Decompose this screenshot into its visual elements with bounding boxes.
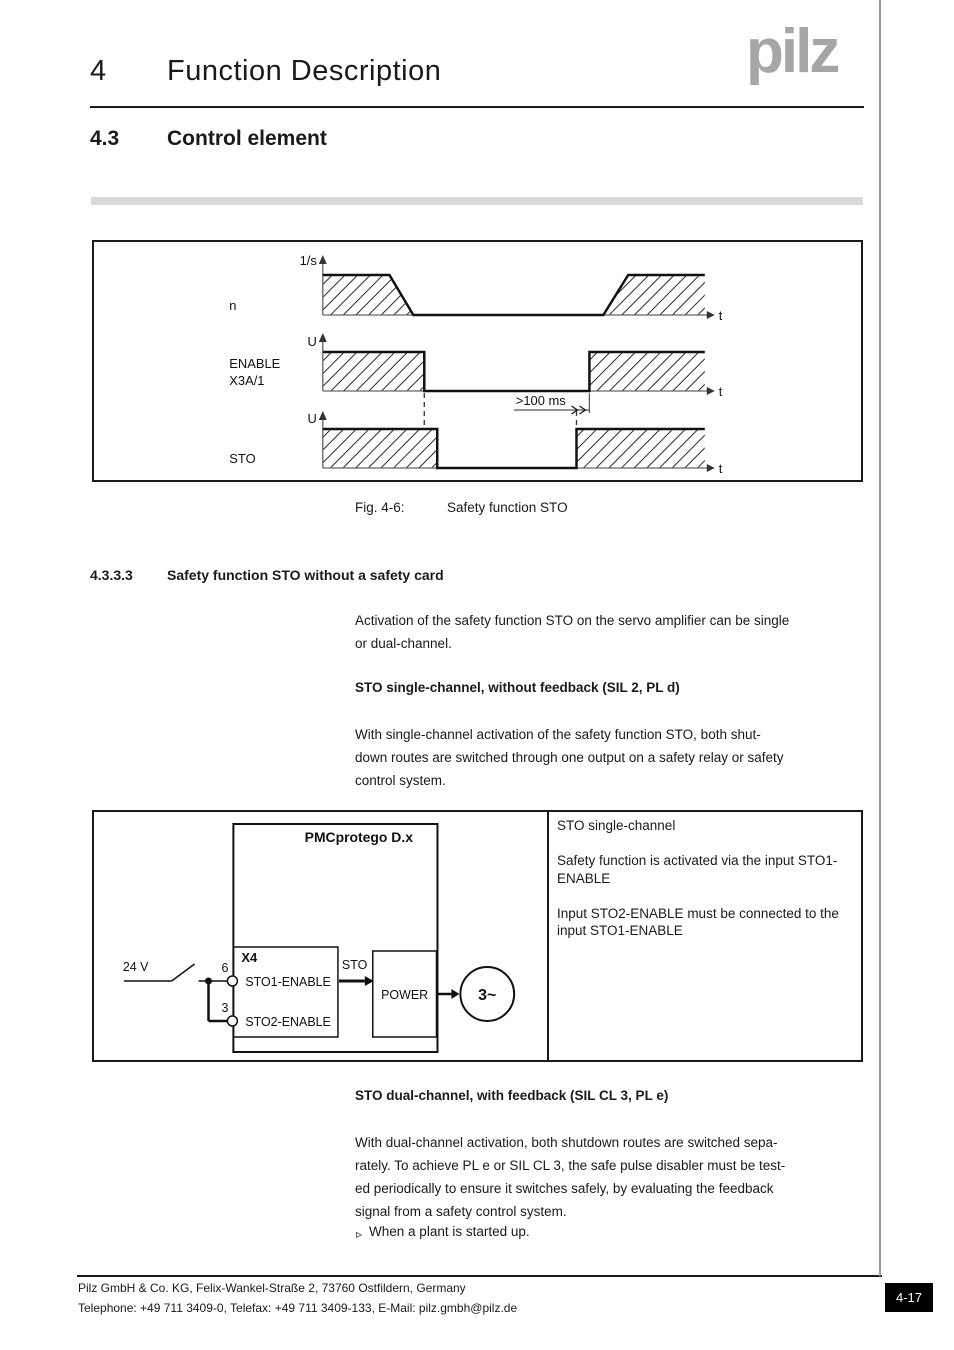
text-line: down routes are switched through one output on a safety relay or safety: [355, 750, 784, 765]
text-line: input STO1-ENABLE: [557, 923, 683, 938]
text-line: [557, 835, 853, 853]
hatch-area: [576, 429, 704, 468]
input2-label: STO2-ENABLE: [245, 1014, 331, 1030]
hatch-area: [323, 275, 414, 315]
supply-label: 24 V: [122, 959, 149, 975]
device-label: PMCprotego D.x: [304, 828, 413, 846]
row2-label-line2: X3A/1: [229, 372, 265, 389]
bullet-text: When a plant is started up.: [369, 1224, 530, 1239]
section-number: 4.3: [90, 127, 120, 150]
pin-number-top: 6: [221, 960, 229, 976]
y-axis-arrow-icon: [319, 333, 327, 342]
text-line: With single-channel activation of the safety function STO, both shut-: [355, 727, 761, 742]
waveform-sto: [229, 411, 722, 476]
power-label: POWER: [381, 987, 429, 1003]
footer-rule: [77, 1275, 882, 1277]
sto-single-channel-table: [92, 810, 863, 1062]
t-label: t: [718, 307, 723, 324]
subsection-title: Safety function STO without a safety card: [167, 567, 444, 583]
axis-unit-speed: 1/s: [299, 252, 317, 269]
text-line: Activation of the safety function STO on the servo amplifier can be single: [355, 613, 790, 628]
text-line: [557, 887, 853, 905]
figure-caption-text: Safety function STO: [447, 500, 568, 515]
figure-caption-label: Fig. 4-6:: [355, 500, 405, 515]
hatch-area: [603, 275, 704, 315]
paragraph-dual-channel: [355, 1131, 867, 1223]
delay-annotation: >100 ms: [515, 392, 566, 409]
text-line: Input STO2-ENABLE must be connected to the: [557, 905, 839, 921]
row3-label: STO: [229, 450, 256, 467]
page-number-badge: 4-17: [885, 1283, 933, 1312]
subhead-single-channel: STO single-channel, without feedback (SIL 2, PL d): [355, 680, 680, 695]
signal-label: STO: [341, 957, 368, 973]
section-divider-bar: [91, 197, 863, 205]
bullet-item: [356, 1224, 530, 1244]
timing-diagram-figure: [92, 240, 863, 482]
timing-diagram-svg: [94, 242, 861, 480]
bullet-triangle-icon: ▹: [356, 1227, 363, 1241]
text-line: rately. To achieve PL e or SIL CL 3, the safe pulse disabler must be test-: [355, 1158, 786, 1173]
text-line: With dual-channel activation, both shutdown routes are switched sepa-: [355, 1135, 778, 1150]
paragraph-activation: [355, 609, 867, 655]
terminal-sto2: [227, 1016, 237, 1026]
y-axis-arrow-icon: [319, 411, 327, 420]
input1-label: STO1-ENABLE: [245, 974, 331, 990]
circuit-diagram-cell: [94, 812, 549, 1060]
footer-contact: Telephone: +49 711 3409-0, Telefax: +49 711 3409-133, E-Mail: pilz.gmbh@pilz.de: [78, 1301, 518, 1315]
text-line: signal from a safety control system.: [355, 1204, 567, 1219]
text-line: Safety function is activated via the input STO1-: [557, 853, 838, 868]
row1-label: n: [229, 297, 237, 314]
t-axis-arrow-icon: [707, 387, 715, 395]
waveform-speed: [229, 253, 722, 323]
pin-number-bottom: 3: [221, 1000, 229, 1016]
text-line: ed periodically to ensure it switches safely, by evaluating the feedback: [355, 1181, 774, 1196]
footer-address: Pilz GmbH & Co. KG, Felix-Wankel-Straße 2, 73760 Ostfildern, Germany: [78, 1281, 466, 1295]
y-axis-arrow-icon: [319, 255, 327, 264]
sto-info-cell: [549, 812, 861, 1060]
t-axis-arrow-icon: [707, 464, 715, 472]
section-title: Control element: [167, 127, 327, 150]
connector-label: X4: [241, 949, 258, 966]
motor-arrow-head-icon: [451, 989, 459, 999]
t-label: t: [718, 460, 723, 477]
header-rule: [90, 106, 864, 108]
row2-label-line1: ENABLE: [229, 355, 281, 372]
hatch-area: [323, 429, 437, 468]
pilz-logo: pilz: [746, 17, 838, 86]
t-axis-arrow-icon: [707, 311, 715, 319]
chapter-number: 4: [90, 55, 107, 87]
paragraph-single-channel: [355, 723, 867, 792]
circuit-diagram-svg: [94, 812, 547, 1060]
axis-unit-voltage: U: [307, 333, 317, 350]
switch-blade-icon: [172, 964, 195, 981]
subsection-number: 4.3.3.3: [90, 567, 133, 583]
hatch-area: [589, 352, 704, 391]
terminal-sto1: [227, 976, 237, 986]
axis-unit-voltage: U: [307, 410, 317, 427]
hatch-area: [323, 352, 424, 391]
t-label: t: [718, 383, 723, 400]
page-edge-line: [879, 0, 881, 1276]
subhead-dual-channel: STO dual-channel, with feedback (SIL CL 3, PL e): [355, 1088, 669, 1103]
chapter-title: Function Description: [167, 55, 442, 87]
text-line: STO single-channel: [557, 818, 676, 833]
waveform-enable: [229, 333, 722, 429]
motor-label: 3~: [478, 986, 497, 1005]
text-line: control system.: [355, 773, 446, 788]
text-line: or dual-channel.: [355, 636, 452, 651]
text-line: ENABLE: [557, 870, 611, 886]
